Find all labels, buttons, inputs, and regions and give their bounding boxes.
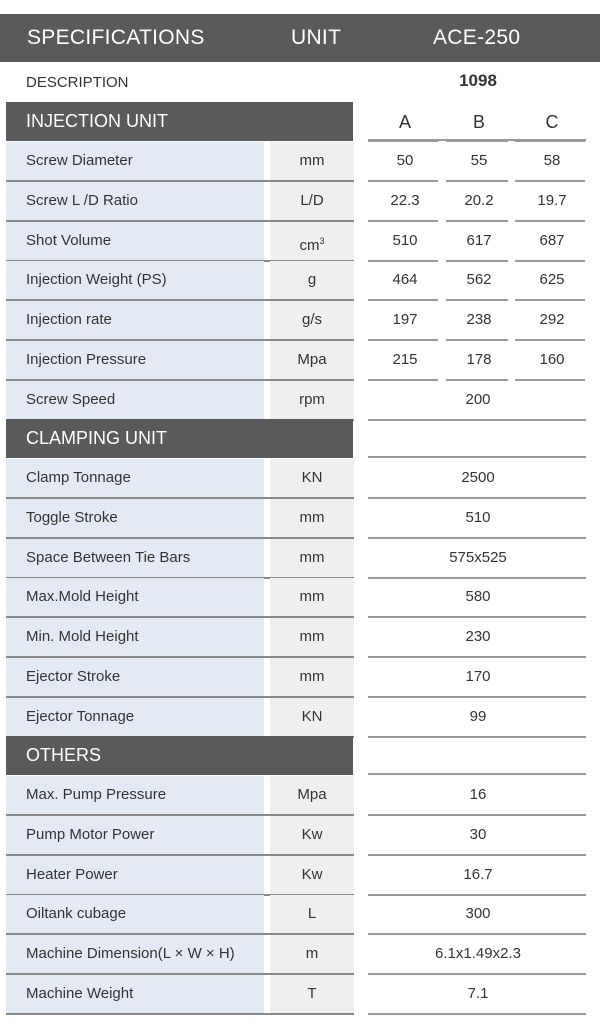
spec-value-b: 617 [466,231,492,249]
spec-name: Pump Motor Power [6,816,264,854]
spec-value-c: 58 [543,152,561,169]
spec-name: Injection Pressure [6,341,264,379]
spec-unit: mm [270,539,354,577]
table-header [0,14,600,62]
spec-name: Shot Volume [6,222,264,260]
table-row [0,698,600,738]
table-row [0,182,600,222]
table-row [0,618,600,658]
spec-unit: mm [270,658,354,696]
table-row [0,578,600,618]
value-underline [368,736,586,738]
spec-value: 170 [465,668,491,685]
description-label: DESCRIPTION [26,74,129,91]
spec-unit: mm [270,618,354,656]
table-row [0,816,600,856]
spec-unit: rpm [270,381,354,419]
description-row [0,62,600,102]
row-divider [6,1013,354,1015]
section-header-injection: INJECTION UNIT [6,102,353,141]
variant-label-a: A [398,112,411,132]
spec-value-b: 178 [466,351,492,368]
description-value: 1098 [459,71,497,90]
spec-name: Oiltank cubage [6,895,264,933]
section-header-clamping: CLAMPING UNIT [6,419,353,458]
spec-name: Injection rate [6,301,264,339]
spec-value-a: 22.3 [390,191,420,209]
section-divider [368,456,586,458]
spec-unit: T [270,975,354,1013]
table-row [0,499,600,539]
spec-name: Heater Power [6,856,264,894]
spec-unit: L/D [270,182,354,220]
table-row [0,301,600,341]
spec-value-a: 464 [392,271,418,289]
spec-value-a: 50 [396,152,414,169]
spec-value: 300 [465,905,491,923]
header-model: ACE-250 [433,26,521,49]
spec-unit: mm [270,499,354,537]
table-row [0,776,600,816]
spec-unit: Mpa [270,341,354,379]
variant-label-b: B [472,112,485,132]
table-row [0,142,600,182]
spec-value-c: 19.7 [537,191,567,209]
spec-name: Screw L /D Ratio [6,182,264,220]
spec-value-a: 510 [392,231,418,249]
spec-value: 30 [469,825,487,843]
table-row [0,658,600,698]
spec-unit: m [270,935,354,973]
spec-name: Max. Pump Pressure [6,776,264,814]
table-row [0,341,600,381]
spec-name: Space Between Tie Bars [6,539,264,577]
spec-name: Screw Diameter [6,142,264,180]
spec-value: 7.1 [467,985,489,1002]
spec-value-c: 625 [539,271,565,289]
spec-value-b: 562 [466,271,492,289]
spec-value: 99 [469,707,487,725]
table-row [0,935,600,975]
value-underline [368,419,586,421]
spec-unit: g [270,261,354,299]
spec-name: Machine Dimension(L × W × H) [6,935,264,973]
spec-name: Screw Speed [6,381,264,419]
spec-value: 16 [469,786,487,803]
spec-value-b: 20.2 [464,191,494,209]
spec-unit: $cm^3$ [270,222,354,260]
variant-columns [0,102,600,142]
spec-value-b: 55 [470,152,488,169]
spec-value-c: 160 [539,351,565,368]
spec-value: 6.1x1.49x2.3 [435,945,521,963]
spec-name: Max.Mold Height [6,578,264,616]
spec-unit: KN [270,459,354,497]
spec-unit: Kw [270,856,354,894]
variant-label-c: C [545,112,559,132]
table-row [0,222,600,262]
section-header-others: OTHERS [6,736,353,775]
spec-value-b: 238 [466,311,492,329]
table-row [0,895,600,935]
unit-superscript: 3 [319,235,325,246]
table-row [0,381,600,421]
spec-value: 16.7 [463,865,493,883]
table-row [0,539,600,579]
spec-unit: g/s [270,301,354,339]
table-row [0,261,600,301]
spec-unit: Kw [270,816,354,854]
spec-unit: mm [270,142,354,180]
spec-name: Clamp Tonnage [6,459,264,497]
table-row [0,975,600,1015]
value-underline [368,1013,586,1015]
section-divider [368,773,586,775]
spec-value: 2500 [461,469,495,486]
header-specifications: SPECIFICATIONS [27,26,205,49]
spec-unit: L [270,895,354,933]
table-row [0,459,600,499]
header-unit: UNIT [291,26,342,49]
spec-value: 230 [465,628,491,646]
spec-value-c: 292 [539,311,565,329]
spec-unit: KN [270,698,354,736]
spec-value: 200 [465,390,491,408]
spec-name: Injection Weight (PS) [6,261,264,299]
spec-name: Ejector Stroke [6,658,264,696]
spec-value-a: 197 [392,311,418,329]
spec-value: 510 [465,508,491,526]
spec-name: Toggle Stroke [6,499,264,537]
spec-name: Machine Weight [6,975,264,1013]
spec-unit: mm [270,578,354,616]
table-row [0,856,600,896]
spec-name: Min. Mold Height [6,618,264,656]
spec-value-c: 687 [539,231,565,249]
spec-name: Ejector Tonnage [6,698,264,736]
spec-value-a: 215 [392,351,418,368]
spec-value: 580 [465,588,491,606]
spec-value: 575x525 [449,548,507,566]
spec-unit: Mpa [270,776,354,814]
